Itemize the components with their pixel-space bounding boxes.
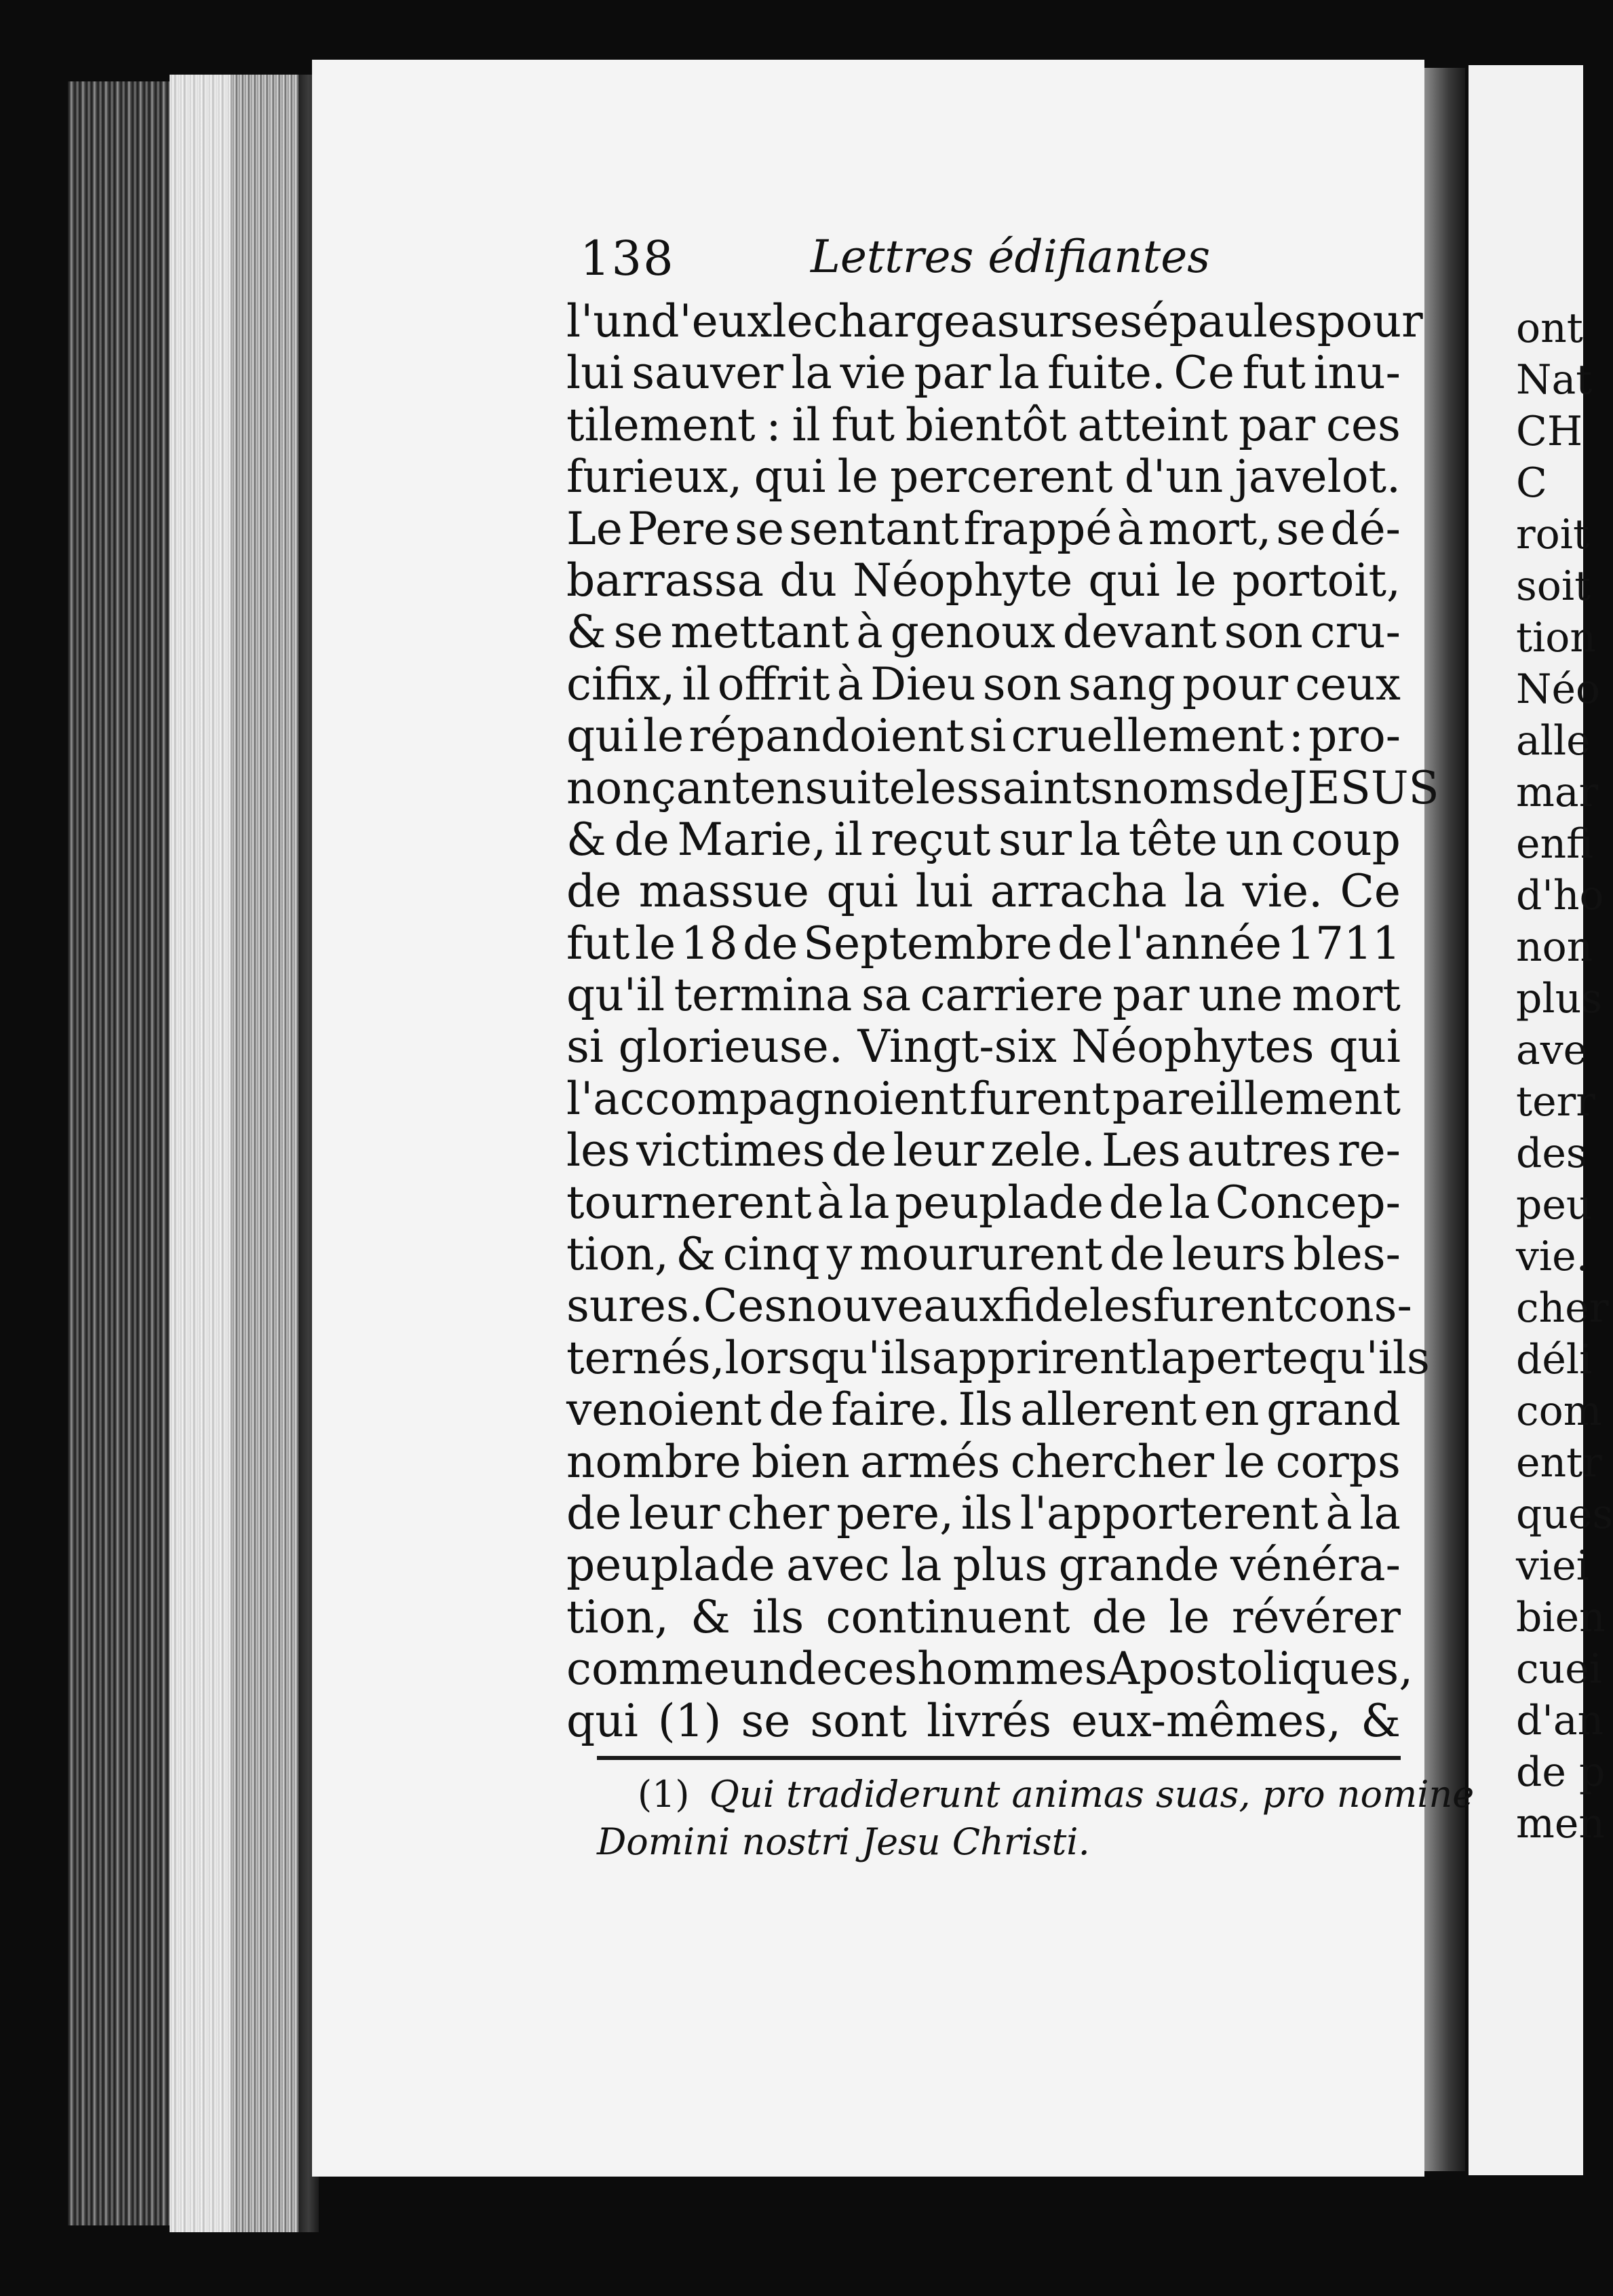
facing-page-line: cher (1516, 1284, 1609, 1332)
facing-page (1469, 65, 1613, 2175)
facing-page-line: d'ho (1516, 872, 1604, 919)
footnote-marker: (1) (638, 1773, 690, 1816)
footnote-text-2: Domini nostri Jesu Christi. (597, 1820, 1090, 1863)
facing-page-line: viei (1516, 1542, 1589, 1590)
facing-page-line: soit (1516, 562, 1591, 610)
text-line: tion, & ils continuent de le révérer (566, 1590, 1401, 1643)
text-line: tilement : il fut bientôt atteint par ces (566, 398, 1401, 451)
text-line: tournerent à la peuplade de la Concep- (566, 1176, 1401, 1229)
text-line: lui sauver la vie par la fuite. Ce fut inu- (566, 347, 1401, 400)
text-line: & se mettant à genoux devant son cru- (566, 606, 1401, 659)
text-line: comme un de ces hommes Apostoliques, (566, 1643, 1414, 1696)
page-number: 138 (580, 231, 675, 286)
text-line: de massue qui lui arracha la vie. Ce (566, 865, 1401, 918)
page-shadow (1424, 68, 1465, 2171)
facing-page-line: Nat (1516, 356, 1593, 404)
facing-page-text (1516, 303, 1611, 1850)
book-gutter-edges (231, 75, 305, 2232)
text-line: de leur cher pere, ils l'apporterent à la (566, 1487, 1401, 1539)
facing-page-line: de p (1516, 1748, 1606, 1796)
facing-page-line: C (1516, 459, 1547, 507)
facing-page-line: terr (1516, 1078, 1595, 1126)
text-line: barrassa du Néophyte qui le portoit, (566, 554, 1401, 607)
facing-page-line: tion (1516, 614, 1597, 662)
text-line: si glorieuse. Vingt-six Néophytes qui (566, 1020, 1401, 1073)
running-title: Lettres édifiantes (811, 231, 1211, 283)
footnote-line-2 (597, 1818, 1404, 1866)
text-line: venoient de faire. Ils allerent en grand (566, 1383, 1401, 1436)
facing-page-line: men (1516, 1800, 1606, 1848)
facing-page-line: cuei (1516, 1645, 1602, 1693)
facing-page-line: peu (1516, 1181, 1593, 1229)
text-line: sures. Ces nouveaux fideles furent cons- (566, 1280, 1412, 1333)
facing-page-line: non (1516, 923, 1593, 971)
text-line: & de Marie, il reçut sur la tête un coup (566, 813, 1401, 866)
text-line: qui (1) se sont livrés eux-mêmes, & (566, 1694, 1401, 1747)
facing-page-line: ont (1516, 305, 1583, 352)
footnote-rule (597, 1756, 1401, 1760)
text-line: l'un d'eux le chargea sur ses épaules pour (566, 295, 1423, 347)
footnote-line-1 (597, 1771, 1475, 1818)
text-line: nombre bien armés chercher le corps (566, 1435, 1401, 1488)
facing-page-line: com (1516, 1388, 1602, 1435)
facing-page-line: déli (1516, 1336, 1593, 1383)
page-header (580, 231, 1394, 292)
footnote-text-1: Qui tradiderunt animas suas, pro nomine (709, 1773, 1475, 1816)
facing-page-line: des (1516, 1130, 1587, 1177)
text-line: peuplade avec la plus grande vénéra- (566, 1539, 1401, 1592)
facing-page-line: vie. (1516, 1233, 1589, 1280)
text-line: Le Pere se sentant frappé à mort, se dé- (566, 502, 1401, 555)
text-line: nonçant ensuite les saints noms de JESUS (566, 761, 1439, 814)
facing-page-line: bien (1516, 1594, 1606, 1641)
text-line: fut le 18 de Septembre de l'année 1711 (566, 917, 1401, 970)
text-line: qui le répandoient si cruellement : pro- (566, 710, 1401, 763)
text-line: cifix, il offrit à Dieu son sang pour ceux (566, 657, 1401, 710)
facing-page-line: ques (1516, 1491, 1613, 1538)
facing-page-line: ave (1516, 1027, 1588, 1074)
text-line: tion, & cinq y moururent de leurs bles- (566, 1228, 1401, 1281)
facing-page-line: d'an (1516, 1697, 1604, 1744)
facing-page-line: plus (1516, 975, 1603, 1022)
facing-page-line: roit (1516, 511, 1590, 558)
facing-page-line: entr (1516, 1439, 1602, 1487)
facing-page-line: CH (1516, 408, 1583, 455)
text-line: les victimes de leur zele. Les autres re- (566, 1124, 1401, 1177)
facing-page-line: alle (1516, 717, 1591, 765)
text-line: qu'il termina sa carriere par une mort (566, 969, 1401, 1022)
text-line: l'accompagnoient furent pareillement (566, 1072, 1401, 1125)
facing-page-line: mar (1516, 769, 1599, 816)
facing-page-line: enfi (1516, 820, 1594, 868)
footnote (597, 1771, 1475, 1866)
facing-page-line: Néo (1516, 666, 1601, 713)
body-text (566, 295, 1439, 1747)
text-line: ternés, lorsqu'ils apprirent la perte qu'ils (566, 1331, 1430, 1384)
text-line: furieux, qui le percerent d'un javelot. (566, 451, 1401, 503)
